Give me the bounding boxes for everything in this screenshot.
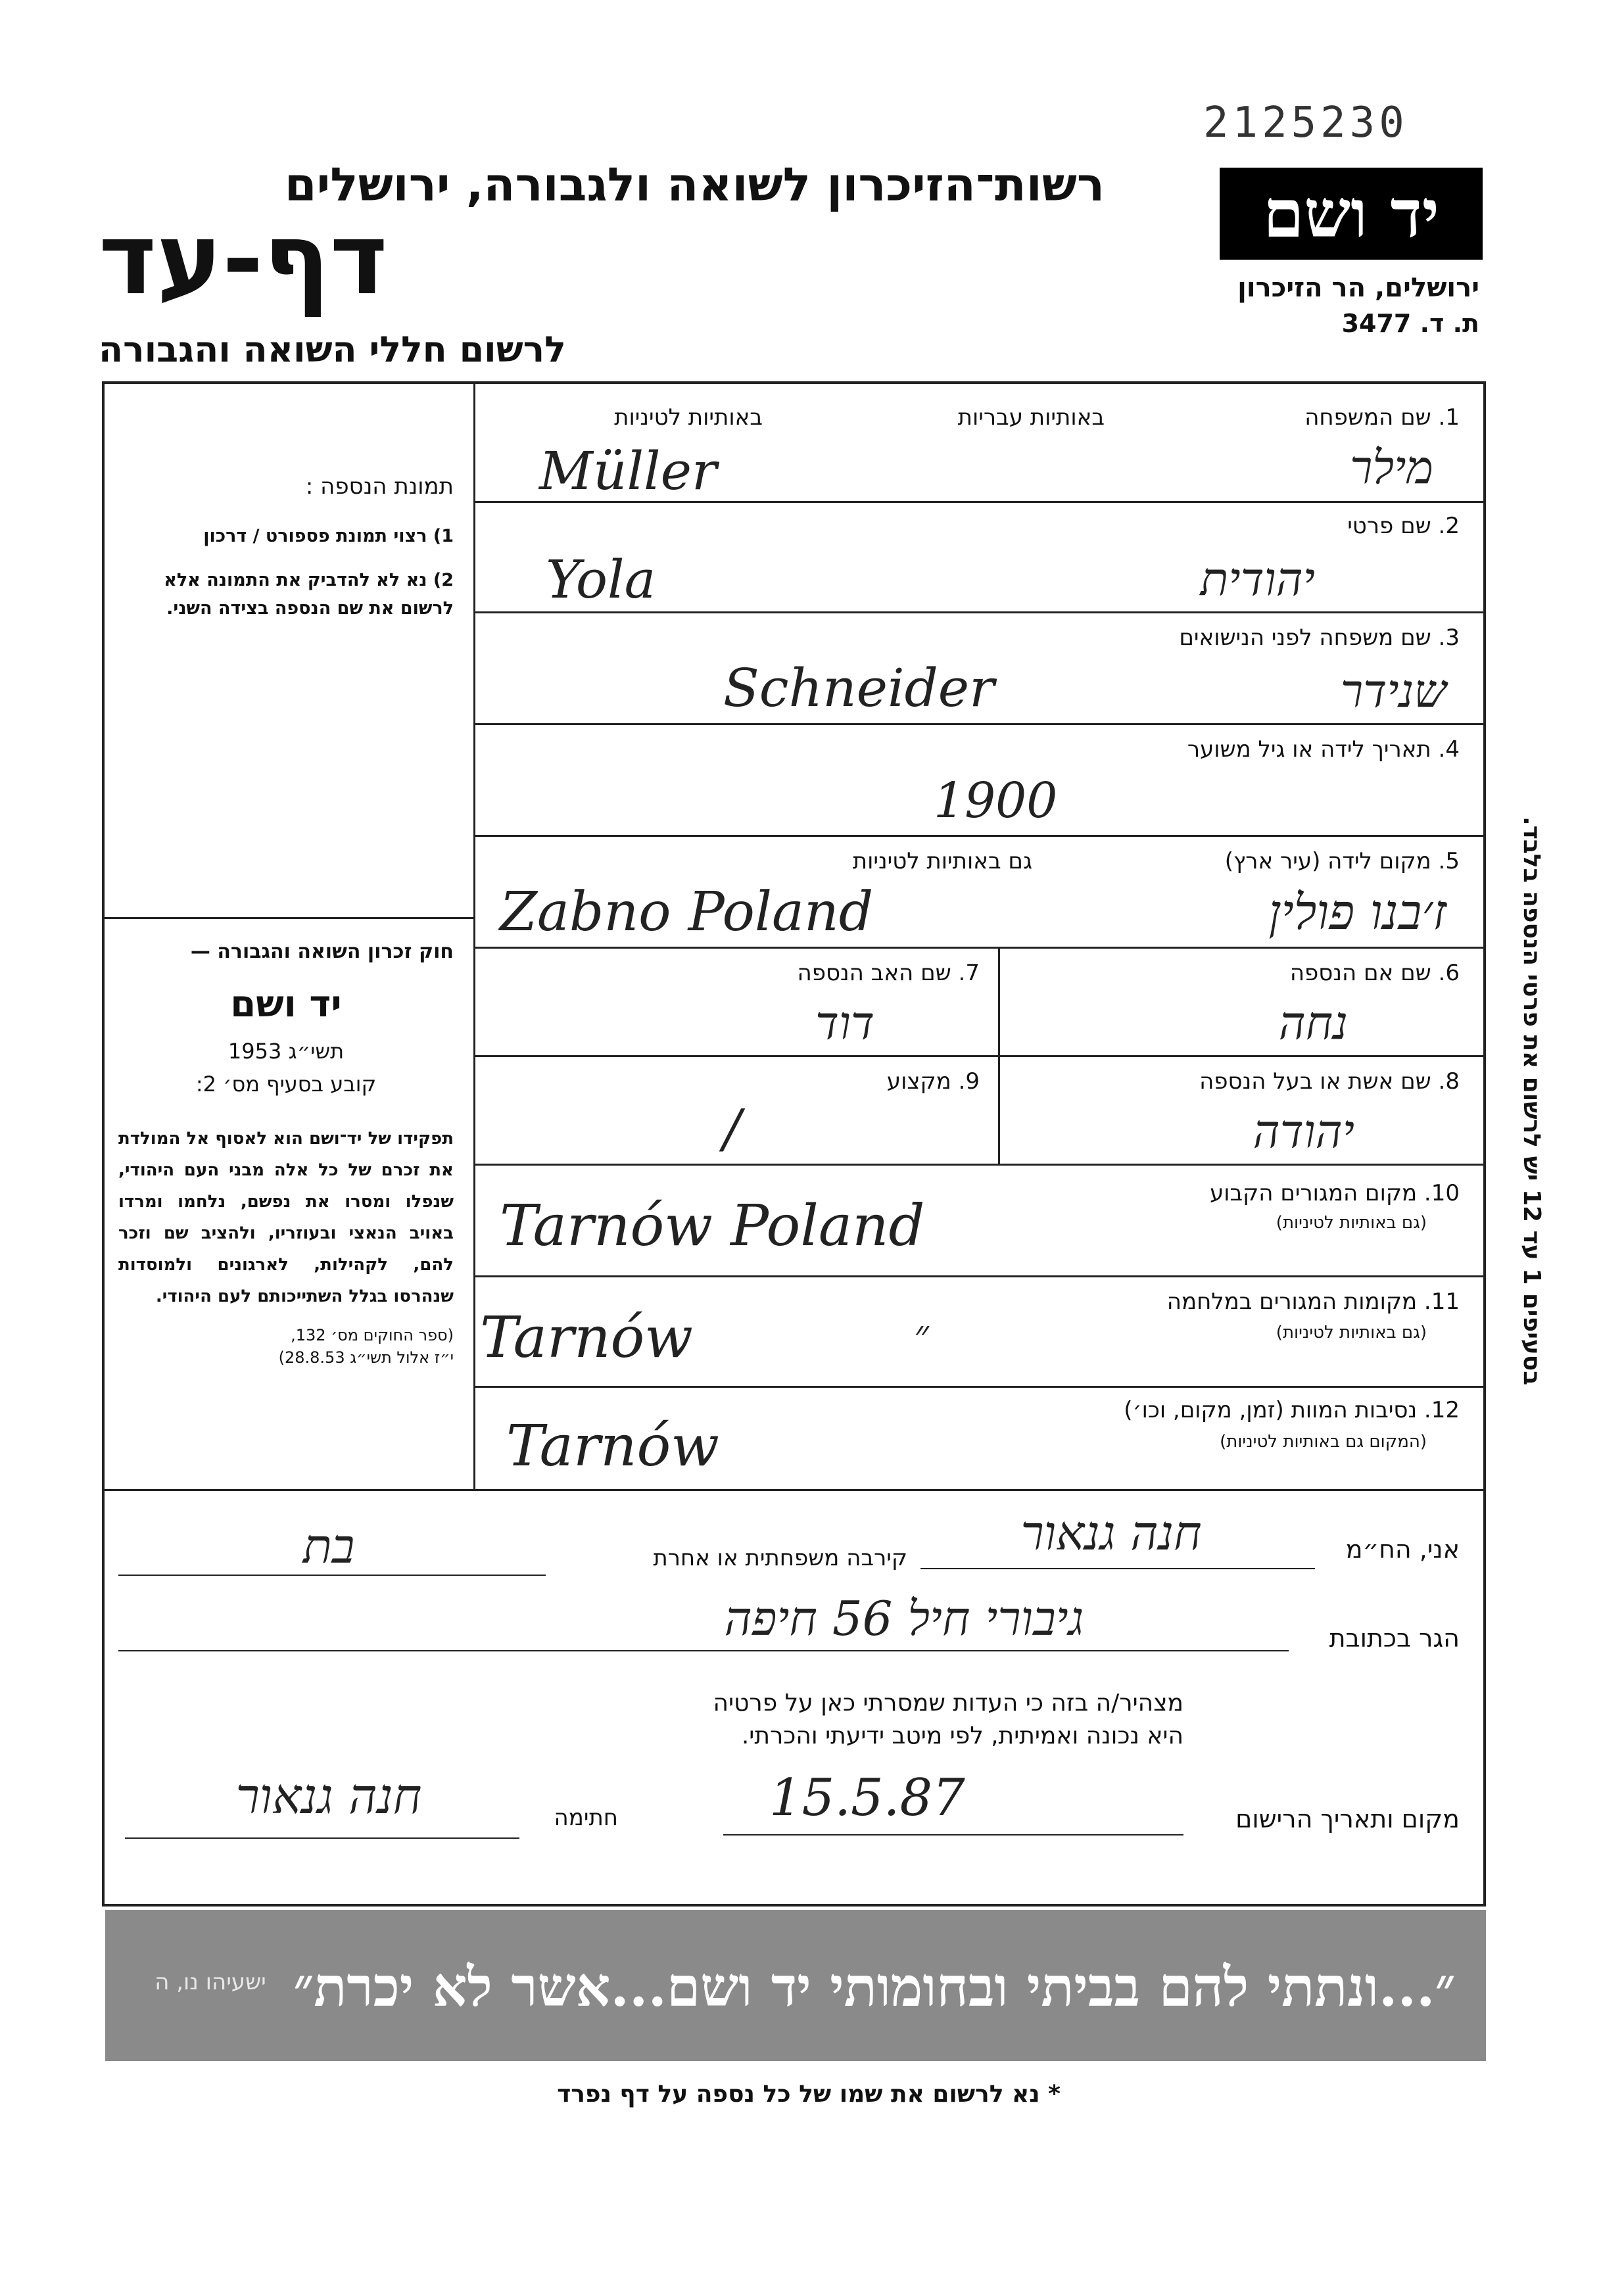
fields-bottom-divider (102, 1489, 1486, 1491)
row-divider-7 (473, 1164, 1486, 1166)
relation-value: בת (302, 1519, 355, 1574)
law-citation-1: (ספר החוקים מס׳ 132, (291, 1325, 454, 1344)
field-2-value-hebrew: יהודית (1200, 552, 1315, 606)
field-11-value: Tarnów (480, 1305, 693, 1371)
date-underline (723, 1834, 1183, 1836)
statement-line-1: מצהיר/ה בזה כי העדות שמסרתי כאן על פרטיה (713, 1690, 1183, 1717)
signature-underline (125, 1837, 519, 1839)
field-1-col-hebrew: באותיות עבריות (957, 404, 1105, 431)
field-9-label: 9. מקצוע (886, 1068, 980, 1095)
address-underline (118, 1650, 1289, 1651)
form-title: דף-עד (99, 202, 388, 317)
law-panel (118, 940, 454, 1371)
field-3-label: 3. שם משפחה לפני הנישואים (1179, 625, 1460, 651)
row-divider-4 (473, 835, 1486, 837)
declaration-i-label: אני, הח״מ (1345, 1535, 1460, 1564)
left-column-divider (473, 381, 475, 1489)
law-org-name: יד ושם (230, 983, 342, 1026)
field-12-value: Tarnów (506, 1413, 719, 1479)
yad-vashem-logo (1220, 168, 1483, 260)
relation-underline (118, 1575, 546, 1576)
field-1-label: 1. שם המשפחה (1304, 404, 1460, 431)
field-5-label-latin: גם באותיות לטיניות (852, 848, 1032, 874)
signature-value: חנה גנאור (235, 1768, 422, 1825)
row-divider-5 (473, 947, 1486, 949)
field-11-label: 11. מקומות המגורים במלחמה (1166, 1289, 1460, 1315)
place-date-label: מקום ותאריך הרישום (1235, 1805, 1460, 1834)
row-divider-9 (473, 1386, 1486, 1388)
authority-line: רשות־הזיכרון לשואה ולגבורה, ירושלים (284, 158, 1105, 212)
photo-panel-title: תמונת הנספה : (305, 473, 454, 500)
row-divider-3 (473, 723, 1486, 725)
address-value: גיבורי חיל 56 חיפה (724, 1591, 1084, 1646)
field-6-value: נחה (1278, 996, 1348, 1050)
field-12-note: (המקום גם באותיות לטיניות) (1220, 1432, 1427, 1452)
photo-note-2: 2) נא לא להדביק את התמונה אלא לרשום את שם הנספה בצידה השני. (164, 570, 454, 619)
row-divider-6 (473, 1055, 1486, 1057)
law-year: תשי״ג 1953 (227, 1039, 345, 1064)
field-5-value-hebrew: ז׳בנו פולין (1268, 884, 1446, 941)
footer-star: * (1048, 2081, 1061, 2108)
field-3-value-hebrew: שנידר (1340, 664, 1446, 718)
row-divider-2 (473, 611, 1486, 613)
date-value: 15.5.87 (769, 1768, 965, 1828)
side-note: בסעיפים 1 עד 12 יש לרשום את פרטי הנספה בלבד. (1518, 817, 1545, 1386)
field-2-value-latin: Yola (546, 549, 656, 610)
field-8-value: יהודה (1253, 1104, 1354, 1158)
photo-panel (118, 473, 454, 627)
declaration-name-value: חנה גנאור (1020, 1505, 1202, 1561)
field-10-label: 10. מקום המגורים הקבוע (1209, 1180, 1460, 1206)
footer-note-text: נא לרשום את שמו של כל נספה על דף נפרד (557, 2081, 1040, 2108)
field-11-note: (גם באותיות לטיניות) (1276, 1323, 1427, 1342)
field-2-label: 2. שם פרטי (1347, 513, 1460, 539)
name-underline (920, 1568, 1315, 1569)
field-9-value: / (723, 1098, 741, 1159)
statement-line-2: היא נכונה ואמיתית, לפי מיטב ידיעתי והכרתי. (741, 1722, 1183, 1749)
field-1-value-hebrew: מילר (1350, 440, 1433, 494)
photo-note-1: 1) רצוי תמונת פספורט / דרכון (203, 526, 454, 546)
signature-label: חתימה (554, 1805, 618, 1831)
serial-number: 2125230 (1203, 99, 1408, 147)
law-clause: קובע בסעיף מס׳ 2: (195, 1072, 377, 1097)
field-11-ditto: ״ (914, 1312, 929, 1358)
address-line: ירושלים, הר הזיכרון (1237, 273, 1479, 303)
footer-note (539, 2081, 1078, 2108)
row-divider-8 (473, 1275, 1486, 1277)
relation-label: קירבה משפחתית או אחרת (653, 1545, 907, 1571)
field-8-label: 8. שם אשת או בעל הנספה (1199, 1068, 1460, 1095)
split-divider (998, 947, 1000, 1164)
po-box: ת. ד. 3477 (1341, 309, 1479, 338)
field-12-label: 12. נסיבות המוות (זמן, מקום, וכו׳) (1124, 1397, 1460, 1423)
form-subtitle: לרשום חללי השואה והגבורה (99, 329, 566, 370)
banner-quote: ״...ונתתי להם בביתי ובחומותי יד ושם...אשר לא יכרת״ (293, 1956, 1456, 2019)
field-4-value: 1900 (934, 772, 1058, 829)
field-1-col-latin: באותיות לטיניות (614, 404, 763, 431)
field-6-label: 6. שם אם הנספה (1289, 960, 1460, 986)
law-citation-2: י״ז אלול תשי״ג 28.8.53) (278, 1348, 454, 1367)
field-1-value-latin: Müller (539, 440, 717, 502)
address-label: הגר בכתובת (1329, 1624, 1460, 1653)
banner-source: ישעיהו נו, ה (155, 1969, 266, 1995)
field-3-value-latin: Schneider (723, 657, 995, 719)
field-10-value: Tarnów Poland (500, 1193, 925, 1259)
left-panel-divider (102, 917, 473, 919)
field-5-label: 5. מקום לידה (עיר ארץ) (1224, 848, 1460, 874)
field-7-value: דוד (815, 996, 874, 1050)
logo-text: יד ושם (1263, 175, 1439, 252)
field-7-label: 7. שם האב הנספה (797, 960, 980, 986)
field-5-value-latin: Zabno Poland (500, 881, 874, 943)
law-title: חוק זכרון השואה והגבורה — (190, 940, 454, 963)
field-4-label: 4. תאריך לידה או גיל משוער (1187, 736, 1460, 763)
field-10-note: (גם באותיות לטיניות) (1276, 1213, 1427, 1233)
law-body: תפקידו של יד־ושם הוא לאסוף אל המולדת את זכרם של כל אלה מבני העם היהודי, שנפלו ומסרו את נפשם, נלחמו ומרדו באויב הנאצי ובעוזריו, ולהציב שם וזכר להם, לקהילות, לארגונים ולמוסדות שנהרסו בגלל השתייכותם לעם היהודי. (118, 1129, 454, 1307)
